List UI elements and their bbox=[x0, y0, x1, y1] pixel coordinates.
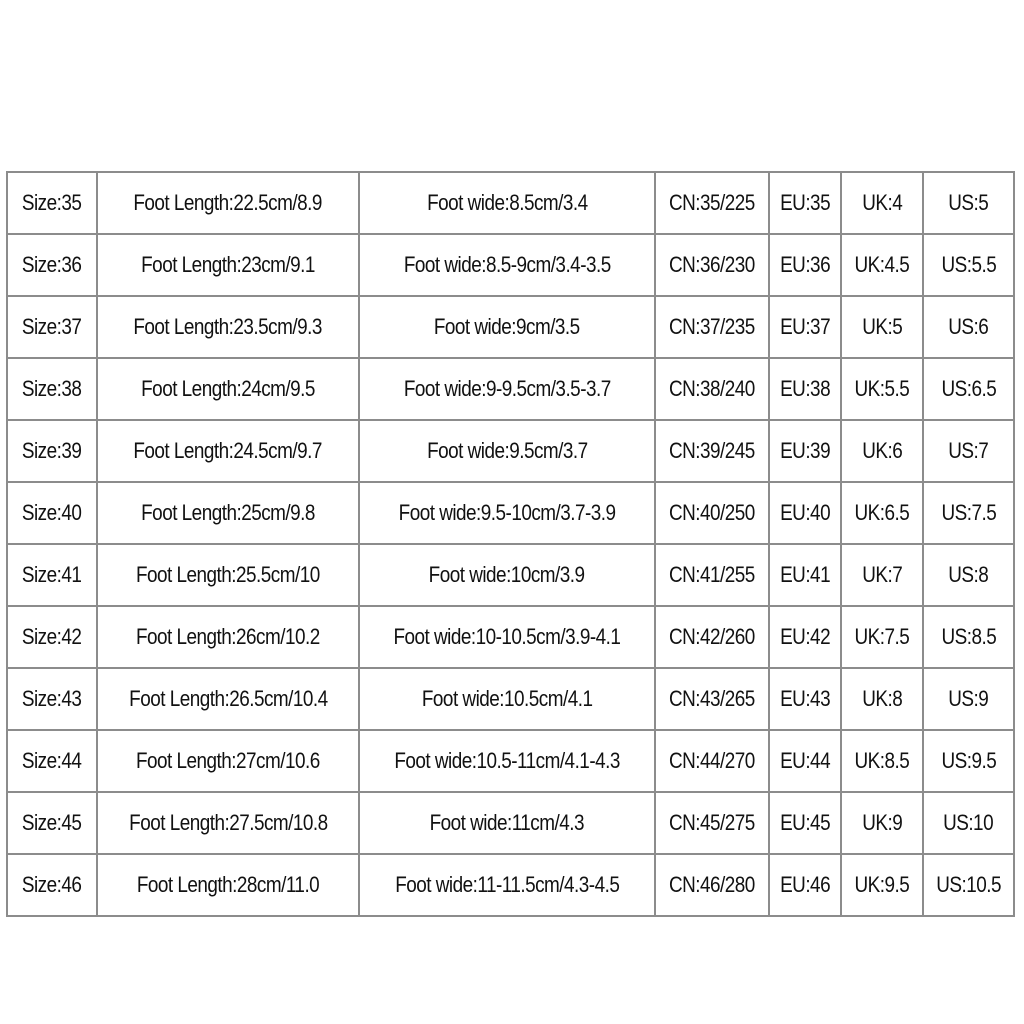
uk-size-cell bbox=[841, 234, 923, 296]
foot-wide-cell-text: Foot wide:10.5-11cm/4.1-4.3 bbox=[394, 748, 620, 773]
foot-length-cell-text: Foot Length:23.5cm/9.3 bbox=[133, 314, 323, 339]
us-size-cell-text: US:8 bbox=[948, 562, 989, 587]
foot-length-cell bbox=[97, 792, 359, 854]
size-cell-text: Size:42 bbox=[22, 624, 82, 649]
eu-size-cell bbox=[769, 792, 841, 854]
size-cell bbox=[7, 172, 97, 234]
foot-wide-cell bbox=[359, 482, 655, 544]
us-size-cell bbox=[923, 296, 1014, 358]
eu-size-cell-text: EU:35 bbox=[779, 190, 831, 215]
eu-size-cell-text: EU:37 bbox=[779, 314, 831, 339]
table-row bbox=[7, 296, 1014, 358]
cn-size-cell bbox=[655, 358, 769, 420]
cn-size-cell bbox=[655, 296, 769, 358]
us-size-cell bbox=[923, 792, 1014, 854]
size-cell-text: Size:35 bbox=[22, 190, 82, 215]
eu-size-cell-text: EU:38 bbox=[779, 376, 831, 401]
size-cell-text: Size:41 bbox=[22, 562, 82, 587]
uk-size-cell-text: UK:6.5 bbox=[854, 500, 910, 525]
foot-length-cell-text: Foot Length:27.5cm/10.8 bbox=[128, 810, 328, 835]
us-size-cell bbox=[923, 668, 1014, 730]
foot-length-cell bbox=[97, 172, 359, 234]
cn-size-cell-text: CN:36/230 bbox=[669, 252, 755, 277]
cn-size-cell bbox=[655, 544, 769, 606]
cn-size-cell bbox=[655, 172, 769, 234]
size-cell-text: Size:37 bbox=[22, 314, 82, 339]
foot-wide-cell bbox=[359, 172, 655, 234]
cn-size-cell bbox=[655, 482, 769, 544]
eu-size-cell-text: EU:43 bbox=[779, 686, 831, 711]
table-row bbox=[7, 606, 1014, 668]
cn-size-cell-text: CN:43/265 bbox=[669, 686, 755, 711]
foot-length-cell bbox=[97, 482, 359, 544]
size-cell bbox=[7, 792, 97, 854]
size-cell bbox=[7, 730, 97, 792]
cn-size-cell-text: CN:39/245 bbox=[669, 438, 755, 463]
foot-wide-cell-text: Foot wide:8.5cm/3.4 bbox=[426, 190, 588, 215]
foot-length-cell bbox=[97, 234, 359, 296]
foot-length-cell-text: Foot Length:24cm/9.5 bbox=[141, 376, 315, 401]
foot-wide-cell bbox=[359, 296, 655, 358]
foot-length-cell-text: Foot Length:24.5cm/9.7 bbox=[133, 438, 323, 463]
us-size-cell-text: US:10.5 bbox=[936, 872, 1001, 897]
foot-wide-cell-text: Foot wide:9.5-10cm/3.7-3.9 bbox=[398, 500, 616, 525]
cn-size-cell-text: CN:41/255 bbox=[669, 562, 755, 587]
cn-size-cell bbox=[655, 420, 769, 482]
foot-wide-cell-text: Foot wide:10cm/3.9 bbox=[429, 562, 585, 587]
uk-size-cell-text: UK:5.5 bbox=[854, 376, 910, 401]
foot-length-cell bbox=[97, 544, 359, 606]
foot-wide-cell-text: Foot wide:9-9.5cm/3.5-3.7 bbox=[403, 376, 611, 401]
table-row bbox=[7, 544, 1014, 606]
foot-length-cell bbox=[97, 606, 359, 668]
size-chart bbox=[6, 171, 1013, 917]
foot-length-cell-text: Foot Length:25cm/9.8 bbox=[141, 500, 315, 525]
size-cell-text: Size:40 bbox=[22, 500, 82, 525]
eu-size-cell bbox=[769, 234, 841, 296]
eu-size-cell-text: EU:39 bbox=[779, 438, 831, 463]
cn-size-cell-text: CN:42/260 bbox=[669, 624, 755, 649]
us-size-cell bbox=[923, 854, 1014, 916]
foot-wide-cell bbox=[359, 234, 655, 296]
foot-wide-cell-text: Foot wide:9.5cm/3.7 bbox=[426, 438, 588, 463]
foot-wide-cell bbox=[359, 606, 655, 668]
cn-size-cell bbox=[655, 606, 769, 668]
cn-size-cell bbox=[655, 730, 769, 792]
eu-size-cell-text: EU:36 bbox=[779, 252, 831, 277]
foot-wide-cell-text: Foot wide:10.5cm/4.1 bbox=[421, 686, 593, 711]
us-size-cell-text: US:9 bbox=[948, 686, 989, 711]
table-row bbox=[7, 668, 1014, 730]
foot-wide-cell bbox=[359, 544, 655, 606]
us-size-cell bbox=[923, 730, 1014, 792]
size-cell-text: Size:38 bbox=[22, 376, 82, 401]
uk-size-cell bbox=[841, 482, 923, 544]
size-cell bbox=[7, 544, 97, 606]
foot-wide-cell-text: Foot wide:11cm/4.3 bbox=[429, 810, 585, 835]
uk-size-cell bbox=[841, 792, 923, 854]
us-size-cell bbox=[923, 606, 1014, 668]
foot-wide-cell-text: Foot wide:11-11.5cm/4.3-4.5 bbox=[394, 872, 620, 897]
uk-size-cell-text: UK:7.5 bbox=[854, 624, 910, 649]
size-cell bbox=[7, 234, 97, 296]
us-size-cell bbox=[923, 234, 1014, 296]
size-cell bbox=[7, 420, 97, 482]
foot-length-cell bbox=[97, 854, 359, 916]
uk-size-cell-text: UK:9.5 bbox=[854, 872, 910, 897]
us-size-cell-text: US:9.5 bbox=[941, 748, 996, 773]
foot-length-cell-text: Foot Length:25.5cm/10 bbox=[136, 562, 320, 587]
eu-size-cell bbox=[769, 420, 841, 482]
foot-wide-cell bbox=[359, 420, 655, 482]
eu-size-cell bbox=[769, 854, 841, 916]
cn-size-cell bbox=[655, 234, 769, 296]
uk-size-cell-text: UK:7 bbox=[861, 562, 902, 587]
uk-size-cell-text: UK:4 bbox=[861, 190, 902, 215]
uk-size-cell-text: UK:8.5 bbox=[854, 748, 910, 773]
us-size-cell-text: US:8.5 bbox=[941, 624, 996, 649]
eu-size-cell bbox=[769, 296, 841, 358]
table-row bbox=[7, 482, 1014, 544]
eu-size-cell bbox=[769, 358, 841, 420]
eu-size-cell-text: EU:40 bbox=[779, 500, 831, 525]
eu-size-cell-text: EU:42 bbox=[779, 624, 831, 649]
foot-length-cell bbox=[97, 420, 359, 482]
cn-size-cell-text: CN:45/275 bbox=[669, 810, 755, 835]
us-size-cell-text: US:10 bbox=[943, 810, 994, 835]
foot-length-cell bbox=[97, 296, 359, 358]
uk-size-cell-text: UK:8 bbox=[861, 686, 902, 711]
uk-size-cell bbox=[841, 420, 923, 482]
eu-size-cell-text: EU:46 bbox=[779, 872, 831, 897]
table-row bbox=[7, 358, 1014, 420]
us-size-cell bbox=[923, 482, 1014, 544]
uk-size-cell bbox=[841, 358, 923, 420]
size-cell bbox=[7, 296, 97, 358]
foot-wide-cell bbox=[359, 668, 655, 730]
uk-size-cell-text: UK:9 bbox=[861, 810, 902, 835]
cn-size-cell-text: CN:40/250 bbox=[669, 500, 755, 525]
foot-wide-cell bbox=[359, 792, 655, 854]
us-size-cell bbox=[923, 358, 1014, 420]
cn-size-cell-text: CN:44/270 bbox=[669, 748, 755, 773]
foot-length-cell-text: Foot Length:26.5cm/10.4 bbox=[128, 686, 328, 711]
cn-size-cell bbox=[655, 854, 769, 916]
foot-length-cell bbox=[97, 358, 359, 420]
eu-size-cell bbox=[769, 544, 841, 606]
foot-length-cell bbox=[97, 668, 359, 730]
size-cell bbox=[7, 606, 97, 668]
foot-length-cell-text: Foot Length:27cm/10.6 bbox=[136, 748, 320, 773]
size-cell bbox=[7, 358, 97, 420]
us-size-cell bbox=[923, 420, 1014, 482]
table-row bbox=[7, 730, 1014, 792]
us-size-cell-text: US:5 bbox=[948, 190, 989, 215]
uk-size-cell bbox=[841, 730, 923, 792]
eu-size-cell-text: EU:45 bbox=[779, 810, 831, 835]
eu-size-cell-text: EU:41 bbox=[779, 562, 831, 587]
us-size-cell-text: US:7 bbox=[948, 438, 989, 463]
cn-size-cell-text: CN:46/280 bbox=[669, 872, 755, 897]
foot-length-cell-text: Foot Length:28cm/11.0 bbox=[136, 872, 320, 897]
uk-size-cell bbox=[841, 172, 923, 234]
us-size-cell-text: US:6.5 bbox=[941, 376, 996, 401]
foot-wide-cell bbox=[359, 730, 655, 792]
us-size-cell bbox=[923, 544, 1014, 606]
uk-size-cell bbox=[841, 854, 923, 916]
uk-size-cell bbox=[841, 296, 923, 358]
eu-size-cell bbox=[769, 482, 841, 544]
foot-wide-cell-text: Foot wide:9cm/3.5 bbox=[434, 314, 580, 339]
foot-wide-cell-text: Foot wide:10-10.5cm/3.9-4.1 bbox=[393, 624, 621, 649]
size-cell-text: Size:44 bbox=[22, 748, 82, 773]
uk-size-cell-text: UK:4.5 bbox=[854, 252, 910, 277]
us-size-cell-text: US:6 bbox=[948, 314, 989, 339]
cn-size-cell bbox=[655, 792, 769, 854]
cn-size-cell-text: CN:37/235 bbox=[669, 314, 755, 339]
uk-size-cell bbox=[841, 668, 923, 730]
us-size-cell-text: US:7.5 bbox=[941, 500, 996, 525]
foot-length-cell-text: Foot Length:23cm/9.1 bbox=[141, 252, 315, 277]
size-cell-text: Size:36 bbox=[22, 252, 82, 277]
size-chart-table bbox=[6, 171, 1015, 917]
eu-size-cell-text: EU:44 bbox=[779, 748, 831, 773]
eu-size-cell bbox=[769, 172, 841, 234]
table-row bbox=[7, 854, 1014, 916]
cn-size-cell-text: CN:35/225 bbox=[669, 190, 755, 215]
us-size-cell bbox=[923, 172, 1014, 234]
size-cell-text: Size:43 bbox=[22, 686, 82, 711]
table-row bbox=[7, 234, 1014, 296]
eu-size-cell bbox=[769, 606, 841, 668]
eu-size-cell bbox=[769, 730, 841, 792]
foot-length-cell-text: Foot Length:22.5cm/8.9 bbox=[133, 190, 323, 215]
size-cell bbox=[7, 482, 97, 544]
foot-wide-cell bbox=[359, 854, 655, 916]
size-cell bbox=[7, 854, 97, 916]
uk-size-cell-text: UK:5 bbox=[861, 314, 902, 339]
size-cell bbox=[7, 668, 97, 730]
eu-size-cell bbox=[769, 668, 841, 730]
size-chart-body bbox=[7, 172, 1014, 916]
us-size-cell-text: US:5.5 bbox=[941, 252, 996, 277]
cn-size-cell bbox=[655, 668, 769, 730]
uk-size-cell bbox=[841, 544, 923, 606]
table-row bbox=[7, 420, 1014, 482]
foot-length-cell-text: Foot Length:26cm/10.2 bbox=[136, 624, 320, 649]
foot-wide-cell bbox=[359, 358, 655, 420]
foot-wide-cell-text: Foot wide:8.5-9cm/3.4-3.5 bbox=[403, 252, 611, 277]
foot-length-cell bbox=[97, 730, 359, 792]
uk-size-cell-text: UK:6 bbox=[861, 438, 902, 463]
table-row bbox=[7, 792, 1014, 854]
uk-size-cell bbox=[841, 606, 923, 668]
size-cell-text: Size:45 bbox=[22, 810, 82, 835]
size-cell-text: Size:46 bbox=[22, 872, 82, 897]
cn-size-cell-text: CN:38/240 bbox=[669, 376, 755, 401]
size-cell-text: Size:39 bbox=[22, 438, 82, 463]
table-row bbox=[7, 172, 1014, 234]
